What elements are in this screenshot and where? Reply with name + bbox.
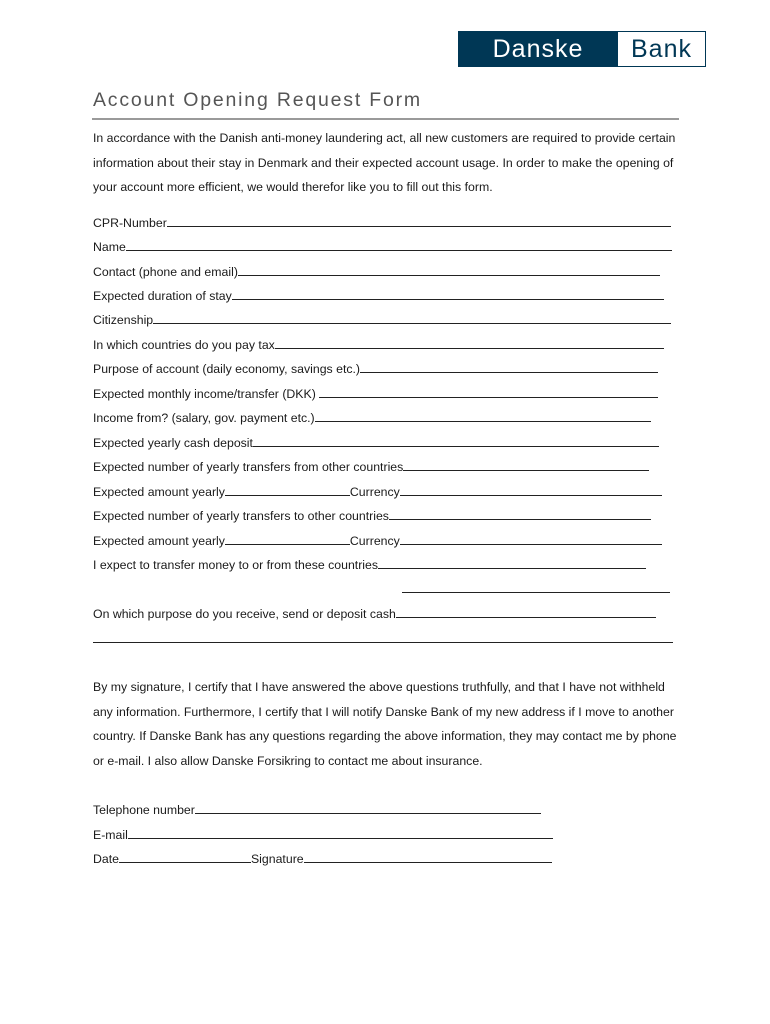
field-yearly-cash-deposit[interactable]: Expected yearly cash deposit: [93, 434, 659, 451]
field-transfers-to[interactable]: Expected number of yearly transfers to other countries: [93, 507, 651, 524]
name-blank[interactable]: [126, 238, 672, 251]
email-blank[interactable]: [128, 826, 553, 839]
currency-to-blank[interactable]: [400, 532, 662, 545]
field-cash-purpose[interactable]: On which purpose do you receive, send or deposit cash: [93, 605, 656, 622]
field-citizenship[interactable]: Citizenship: [93, 311, 671, 328]
field-transfer-countries[interactable]: I expect to transfer money to or from these countries: [93, 556, 646, 573]
field-tax-countries[interactable]: In which countries do you pay tax: [93, 336, 664, 353]
field-cash-purpose-continued[interactable]: [93, 630, 673, 647]
field-duration-of-stay[interactable]: Expected duration of stay: [93, 287, 664, 304]
field-cpr-number[interactable]: CPR-Number: [93, 214, 671, 231]
tax-countries-blank[interactable]: [275, 336, 664, 349]
contact-blank[interactable]: [238, 263, 660, 276]
telephone-blank[interactable]: [195, 801, 541, 814]
field-email[interactable]: E-mail: [93, 826, 553, 843]
amount-yearly-to-blank[interactable]: [225, 532, 350, 545]
title-divider: [92, 118, 679, 120]
amount-yearly-from-blank[interactable]: [225, 483, 350, 496]
field-contact[interactable]: Contact (phone and email): [93, 263, 660, 280]
date-blank[interactable]: [119, 850, 251, 863]
field-telephone[interactable]: Telephone number: [93, 801, 541, 818]
field-transfers-from[interactable]: Expected number of yearly transfers from other countries: [93, 458, 649, 475]
duration-blank[interactable]: [232, 287, 664, 300]
field-monthly-income[interactable]: Expected monthly income/transfer (DKK): [93, 385, 658, 402]
page-title: Account Opening Request Form: [93, 89, 422, 111]
signature-blank[interactable]: [304, 850, 552, 863]
logo-bank: Bank: [618, 31, 706, 67]
income-from-blank[interactable]: [315, 409, 651, 422]
cpr-number-blank[interactable]: [167, 214, 671, 227]
declaration-paragraph: By my signature, I certify that I have answered the above questions truthfully, and that I have not withheld any information. Furthermore, I certify that I will notify Danske Bank of my new address if I move to another country. If Danske Bank has any questions regarding the above information, they may contact me by phone or e-mail. I also allow Danske Forsikring to contact me about insurance.: [93, 680, 677, 768]
field-amount-yearly-from[interactable]: Expected amount yearly Currency: [93, 483, 662, 500]
purpose-blank[interactable]: [360, 360, 658, 373]
logo-danske: Danske: [458, 31, 618, 67]
danske-bank-logo: [458, 31, 706, 67]
citizenship-blank[interactable]: [153, 311, 671, 324]
transfers-to-blank[interactable]: [389, 507, 651, 520]
monthly-income-blank[interactable]: [319, 385, 658, 398]
field-account-purpose[interactable]: Purpose of account (daily economy, savings etc.): [93, 360, 658, 377]
field-amount-yearly-to[interactable]: Expected amount yearly Currency: [93, 532, 662, 549]
transfers-from-blank[interactable]: [403, 458, 649, 471]
currency-from-blank[interactable]: [400, 483, 662, 496]
cash-purpose-blank-2[interactable]: [93, 630, 673, 643]
cash-purpose-blank[interactable]: [396, 605, 656, 618]
cash-deposit-blank[interactable]: [253, 434, 659, 447]
transfer-countries-blank-2[interactable]: [402, 580, 670, 593]
intro-paragraph: In accordance with the Danish anti-money laundering act, all new customers are required to provide certain information about their stay in Denmark and their expected account usage. In order to make the opening of your account more efficient, we would therefor like you to fill out this form.: [93, 131, 676, 194]
field-transfer-countries-continued[interactable]: [402, 580, 670, 597]
field-date-signature[interactable]: Date Signature: [93, 850, 552, 867]
field-name[interactable]: Name: [93, 238, 672, 255]
field-income-from[interactable]: Income from? (salary, gov. payment etc.): [93, 409, 651, 426]
transfer-countries-blank[interactable]: [378, 556, 646, 569]
